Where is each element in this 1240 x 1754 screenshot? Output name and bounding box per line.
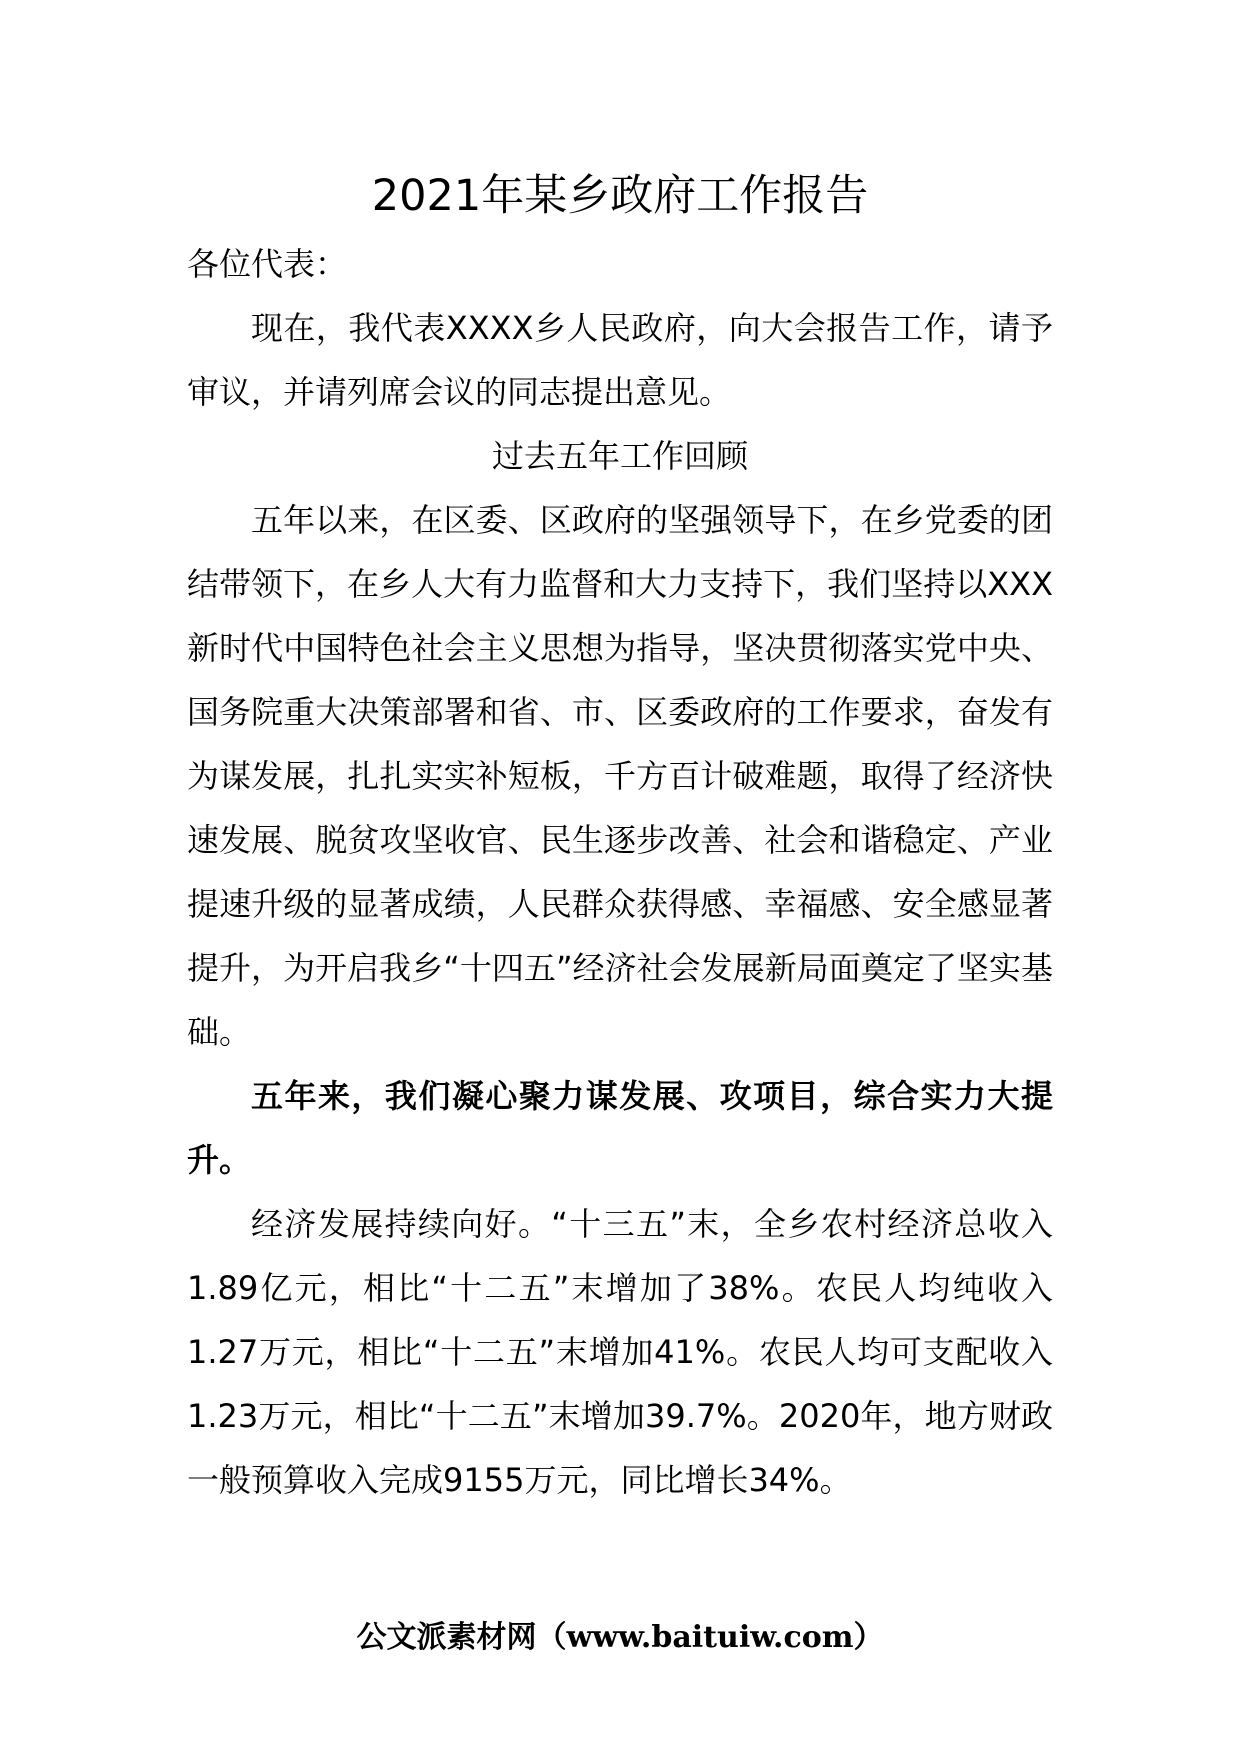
review-paragraph: 五年以来，在区委、区政府的坚强领导下，在乡党委的团结带领下，在乡人大有力监督和大力支持下，我们坚持以XXX新时代中国特色社会主义思想为指导，坚决贯彻落实党中央、国务院重大决策部署和省、市、区委政府的工作要求，奋发有为谋发展，扎扎实实补短板，千方百计破难题，取得了经济快速发展、脱贫攻坚收官、民生逐步改善、社会和谐稳定、产业提速升级的显著成绩，人民群众获得感、幸福感、安全感显著提升，为开启我乡“十四五”经济社会发展新局面奠定了坚实基础。 bbox=[187, 501, 1053, 1051]
salutation: 各位代表： bbox=[187, 245, 348, 283]
section-heading: 过去五年工作回顾 bbox=[491, 437, 748, 475]
source-footer: 公文派素材网（www.baituiw.com） bbox=[356, 1620, 884, 1655]
intro-paragraph: 现在，我代表XXXX乡人民政府，向大会报告工作，请予审议，并请列席会议的同志提出意见。 bbox=[187, 309, 1053, 411]
document-title: 2021年某乡政府工作报告 bbox=[371, 171, 869, 221]
document-body bbox=[187, 232, 1053, 1512]
bold-heading: 五年来，我们凝心聚力谋发展、攻项目，综合实力大提升。 bbox=[187, 1077, 1053, 1179]
economy-paragraph: 经济发展持续向好。“十三五”末，全乡农村经济总收入1.89亿元，相比“十二五”末增加了38%。农民人均纯收入1.27万元，相比“十二五”末增加41%。农民人均可支配收入1.23万元，相比“十二五”末增加39.7%。2020年，地方财政一般预算收入完成9155万元，同比增长34%。 bbox=[187, 1205, 1053, 1499]
